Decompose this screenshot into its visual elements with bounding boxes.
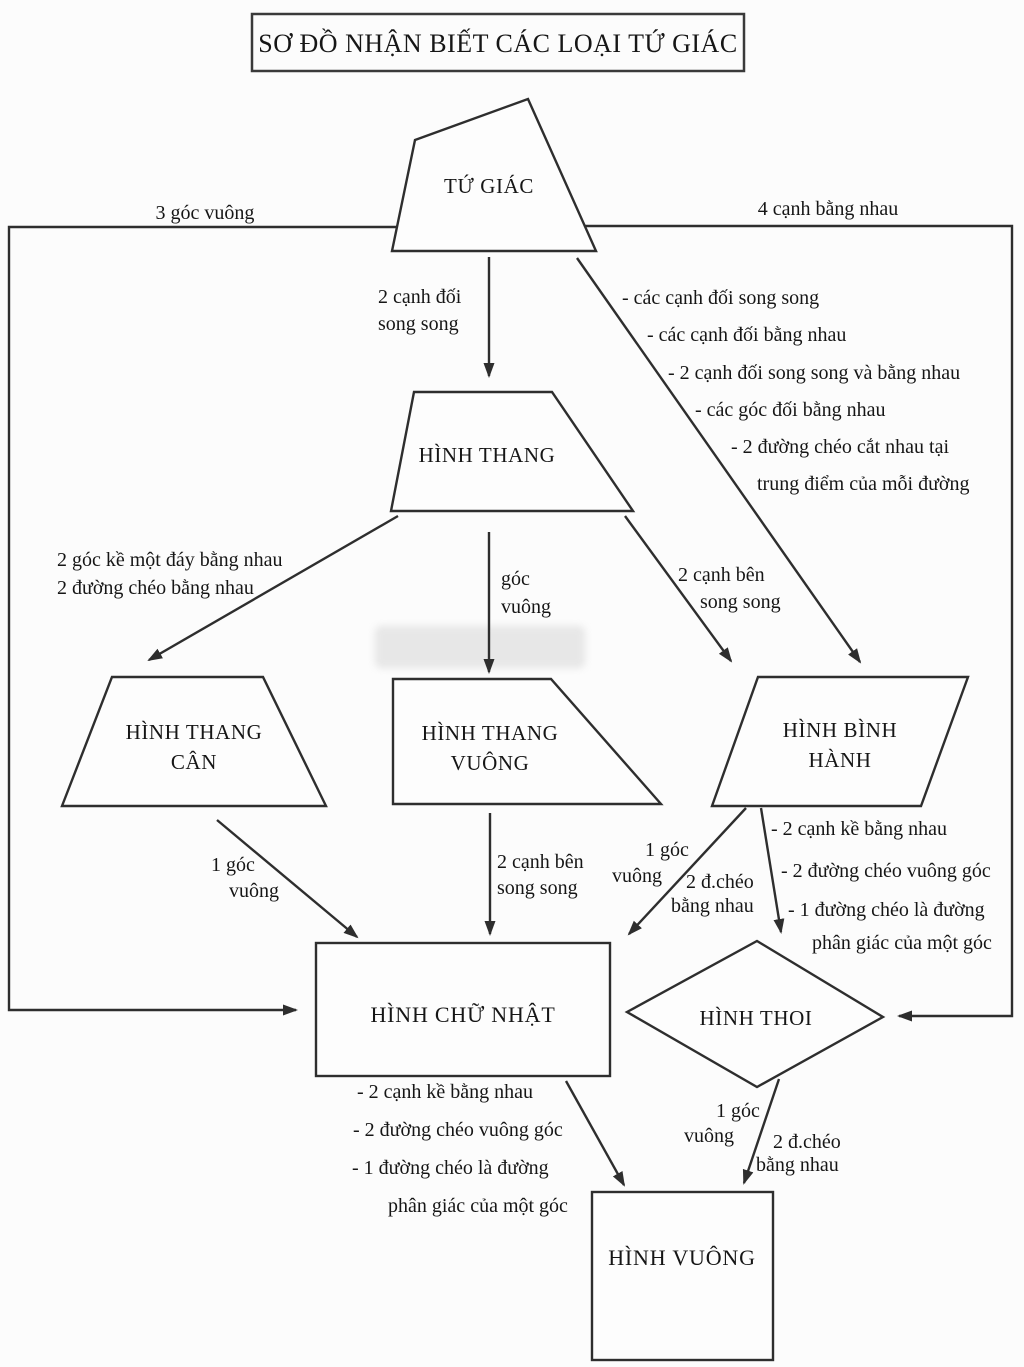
label-pllg-rhombus-cond-1: - 2 cạnh kề bằng nhau	[771, 818, 948, 840]
edge-trapezoid-to-parallelogram	[625, 516, 731, 661]
label-pllg-cond-3: - 2 cạnh đối song song và bằng nhau	[668, 362, 961, 384]
node-hinh-thoi-label: HÌNH THOI	[699, 1006, 813, 1030]
label-two-lateral-lower-2: song song	[497, 877, 578, 899]
node-hinh-binh-hanh-label-1: HÌNH BÌNH	[782, 718, 898, 742]
label-pllg-rhombus-cond-2: - 2 đường chéo vuông góc	[781, 860, 991, 882]
label-two-diag-equal-pllg-1: 2 đ.chéo	[686, 871, 754, 893]
label-pllg-rhombus-cond-4: phân giác của một góc	[812, 932, 992, 954]
node-hinh-thang-can-label-2: CÂN	[170, 750, 218, 774]
node-tu-giac-label: TỨ GIÁC	[444, 174, 534, 198]
page-title: SƠ ĐỒ NHẬN BIẾT CÁC LOẠI TỨ GIÁC	[258, 29, 738, 58]
label-one-right-angle-pllg-1: 1 góc	[645, 839, 689, 861]
label-rect-square-cond-4: phân giác của một góc	[388, 1195, 568, 1217]
label-right-angle-1: góc	[501, 568, 530, 590]
edge-isosceles-to-rectangle	[217, 820, 357, 937]
edge-rectangle-to-square	[566, 1081, 624, 1185]
label-two-opposite-parallel-2: song song	[378, 313, 459, 335]
label-three-right-angles: 3 góc vuông	[155, 202, 255, 224]
label-one-right-angle-thoi-2: vuông	[684, 1125, 734, 1147]
label-pllg-cond-1: - các cạnh đối song song	[622, 287, 820, 309]
label-one-right-angle-iso-2: vuông	[229, 880, 279, 902]
label-isosceles-cond-2: 2 đường chéo bằng nhau	[57, 577, 254, 599]
label-two-diag-equal-pllg-2: bằng nhau	[671, 895, 754, 917]
node-hinh-chu-nhat-label: HÌNH CHỮ NHẬT	[370, 1002, 556, 1027]
label-one-right-angle-thoi-1: 1 góc	[716, 1100, 760, 1122]
edge-tugiac-to-rectangle	[9, 227, 397, 1010]
node-hinh-thang-label: HÌNH THANG	[418, 443, 556, 467]
node-hinh-thang-vuong-label-1: HÌNH THANG	[421, 721, 559, 745]
label-isosceles-cond-1: 2 góc kề một đáy bằng nhau	[57, 549, 283, 571]
label-pllg-cond-2: - các cạnh đối bằng nhau	[647, 324, 847, 346]
label-two-diag-equal-thoi-2: bằng nhau	[756, 1154, 839, 1176]
label-one-right-angle-iso-1: 1 góc	[211, 854, 255, 876]
label-two-lateral-upper-1: 2 cạnh bên	[678, 564, 765, 586]
label-two-opposite-parallel-1: 2 cạnh đối	[378, 286, 462, 308]
label-pllg-cond-6: trung điểm của mỗi đường	[757, 473, 970, 495]
label-one-right-angle-pllg-2: vuông	[612, 865, 662, 887]
label-pllg-rhombus-cond-3: - 1 đường chéo là đường	[788, 899, 985, 921]
label-rect-square-cond-3: - 1 đường chéo là đường	[352, 1157, 549, 1179]
label-rect-square-cond-2: - 2 đường chéo vuông góc	[353, 1119, 563, 1141]
label-right-angle-2: vuông	[501, 596, 551, 618]
node-hinh-vuong-shape	[592, 1192, 773, 1360]
node-hinh-vuong-label: HÌNH VUÔNG	[608, 1245, 756, 1270]
label-pllg-cond-5: - 2 đường chéo cắt nhau tại	[731, 436, 950, 458]
label-two-lateral-lower-1: 2 cạnh bên	[497, 851, 584, 873]
node-hinh-binh-hanh-label-2: HÀNH	[808, 748, 872, 772]
node-hinh-thang-vuong-label-2: VUÔNG	[450, 751, 530, 775]
label-two-lateral-upper-2: song song	[700, 591, 781, 613]
label-rect-square-cond-1: - 2 cạnh kề bằng nhau	[357, 1081, 534, 1103]
node-hinh-thang-can-label-1: HÌNH THANG	[125, 720, 263, 744]
label-two-diag-equal-thoi-1: 2 đ.chéo	[773, 1131, 841, 1153]
label-pllg-cond-4: - các góc đối bằng nhau	[695, 399, 886, 421]
label-four-equal-sides: 4 cạnh bằng nhau	[757, 198, 899, 220]
